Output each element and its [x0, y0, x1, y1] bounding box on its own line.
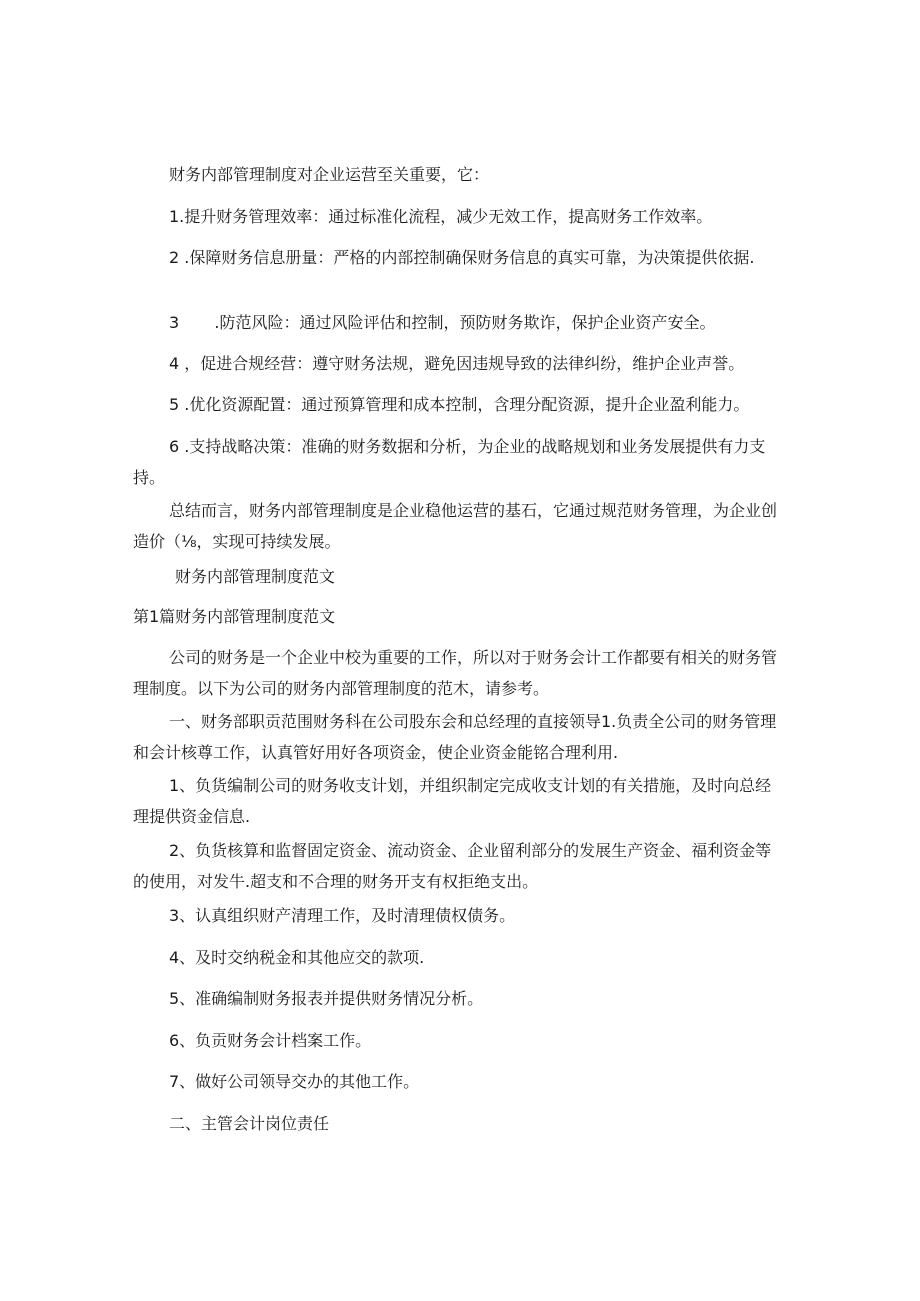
duty-item-2: 2、负货核算和监督固定资金、流动资金、企业留利部分的发展生产资金、福利资金等的使用，对发牛.超支和不合理的财务开支有权拒绝支出。: [133, 841, 772, 891]
list-item-6: 6 .支持战略决策：准确的财务数据和分析，为企业的战略规划和业务发展提供有力支持。: [133, 437, 766, 487]
list-item-2: 2 .保障财务信息册量：严格的内部控制确保财务信息的真实可靠，为决策提供依据.: [169, 248, 755, 267]
list-item-3: 3 .防范风险：通过风险评估和控制，预防财务欺诈，保护企业资产安全。: [169, 313, 716, 332]
article-heading: 第1篇财务内部管理制度范文: [133, 607, 336, 626]
section-one-heading: 一、财务部职贡范围财务科在公司股东会和总经理的直接领导1.负责全公司的财务管理和会计核尊工作，认真管好用好各项资金，使企业资金能铭合理利用.: [133, 712, 777, 762]
duty-item-5: 5、准确编制财务报表并提供财务情况分析。: [169, 989, 484, 1008]
list-item-1: 1.提升财务管理效率：通过标准化流程，减少无效工作，提高财务工作效率。: [169, 207, 713, 226]
duty-item-7: 7、做好公司领导交办的其他工作。: [169, 1072, 420, 1091]
section-two-heading: 二、主管会计岗位责任: [169, 1114, 330, 1133]
list-item-5: 5 .优化资源配置：通过预算管理和成本控制，含理分配资源，提升企业盈利能力。: [169, 395, 750, 414]
duty-item-4: 4、及时交纳税金和其他应交的款项.: [169, 948, 425, 967]
list-item-4: 4 ，促进合规经营：遵守财务法规，避免因违规导致的法律纠纷，维护企业声誉。: [169, 354, 745, 373]
duty-item-6: 6、负贡财务会计档案工作。: [169, 1031, 372, 1050]
duty-item-1: 1、负货编制公司的财务收支计划，并组织制定完成收支计划的有关措施，及时向总经理提供资金信息.: [133, 776, 772, 826]
duty-item-3: 3、认真组织财产清理工作，及时清理债权债务。: [169, 906, 516, 925]
article-intro: 公司的财务是一个企业中校为重要的工作，所以对于财务会计工作都要有相关的财务管理制度。以下为公司的财务内部管理制度的范木，请参考。: [133, 648, 778, 698]
section-title: 财务内部管理制度范文: [175, 567, 336, 586]
intro-paragraph: 财务内部管理制度对企业运营至关重要，它：: [169, 165, 490, 184]
summary-paragraph: 总结而言，财务内部管理制度是企业稳他运营的基石，它通过规范财务管理，为企业创造价（⅛，实现可持续发展。: [133, 501, 778, 551]
